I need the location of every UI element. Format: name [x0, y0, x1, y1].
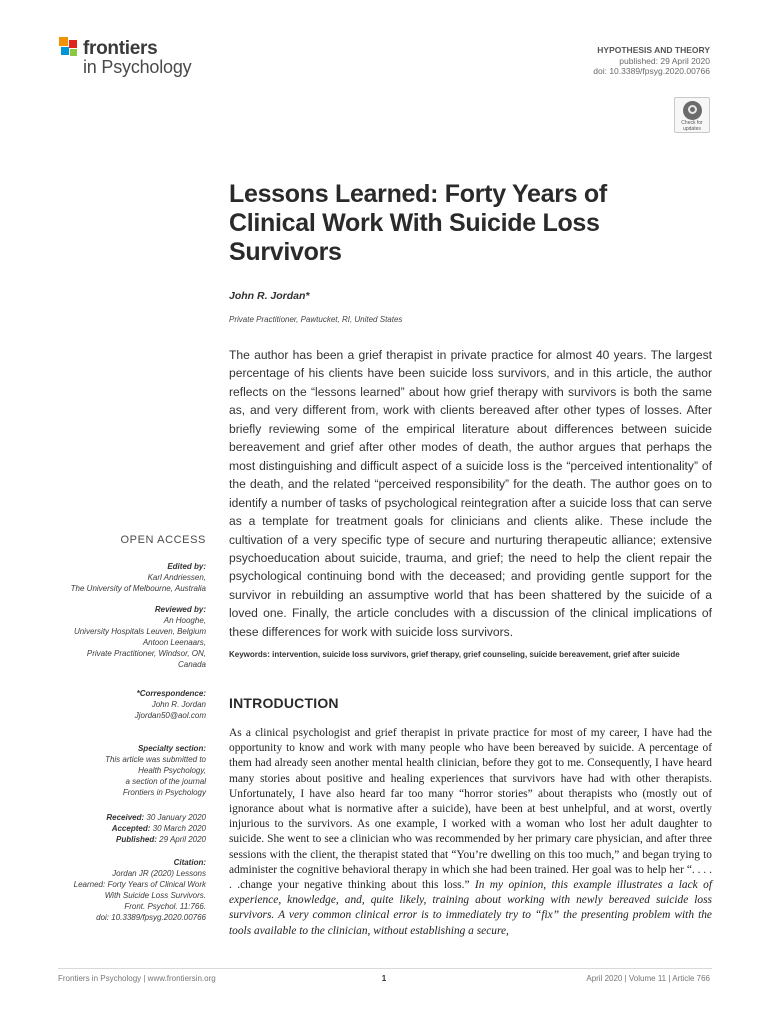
intro-italic-text: In my opinion, this example illustrates a lack of experience, knowledge, and, quite likely, training about working with newly bereaved suicide loss survivors. A very common clinical error is to immediately try to “fix” the presenting problem with the tools available to the clinician, without establishing a secure,	[229, 879, 712, 937]
open-access-label: OPEN ACCESS	[120, 534, 206, 546]
check-for-updates-button[interactable]	[674, 97, 710, 133]
citation-line4: Front. Psychol. 11:766.	[124, 901, 206, 911]
editor-affiliation: The University of Melbourne, Australia	[70, 583, 206, 593]
reviewed-by-block	[40, 605, 206, 670]
author-affiliation: Private Practitioner, Pawtucket, RI, United States	[229, 315, 403, 324]
doi-link[interactable]: doi: 10.3389/fpsyg.2020.00766	[593, 66, 710, 76]
published-label: Published:	[116, 834, 157, 844]
check-label-line1: Check for	[681, 120, 703, 126]
page-number: 1	[381, 974, 387, 983]
keywords-label: Keywords:	[229, 650, 270, 659]
citation-block	[40, 858, 206, 923]
published-date: published: 29 April 2020	[619, 55, 710, 66]
specialty-label: Specialty section:	[137, 744, 206, 753]
correspondence-block	[40, 689, 206, 722]
journal-logo[interactable]	[58, 36, 208, 80]
specialty-line1: This article was submitted to	[105, 754, 206, 764]
accepted-label: Accepted:	[111, 823, 151, 833]
introduction-paragraph	[229, 726, 712, 939]
intro-text: As a clinical psychologist and grief therapist in private practice for most of my career, I have had the opportunity to know and work with many people who have been bereaved by suicide. A percentage of them had already seen another mental health clinician, before they got to me. Consequently, I have heard many stories about positive and healing experiences that survivors have had with other therapists. Unfortunately, I have also heard far too many “horror stories” about therapists who (mostly out of ignorance about what is normative after a suicide), have been at best unhelpful, and at worst, overtly injurious to the survivors. As one example, I worked with a woman who lost her adult daughter to suicide. She went to see a clinician who was recommended by her primary care physician, and after three sessions with the client, the therapist stated that “You’re dwelling on this too much,” and began trying to administer the cognitive behavioral therapy in which she had been trained. Her goal was to help her “. . . . . .change your negative thinking about this loss.”	[229, 727, 712, 892]
citation-line1: Jordan JR (2020) Lessons	[112, 868, 206, 878]
article-meta	[593, 45, 710, 77]
abstract: The author has been a grief therapist in private practice for almost 40 years. The largest percentage of his clients have been suicide loss survivors, and in this article, the author reflects on the “lessons learned” about how grief therapy with survivors is both the same as, and very different from, work with clients bereaved after other types of losses. After briefly reviewing some of the empirical literature about differences between suicide bereavement and grief after other modes of death, the author argues that perhaps the most distinguishing and difficult aspect of a suicide loss is the “perceived intentionality” of the death, and the related “perceived responsibility” for the death. The author goes on to identify a number of tasks of psychological reintegration after a suicide loss that can serve as a template for treatment goals for clinicians and clients alike. These include the cultivation of a very specific type of secure and nurturing therapeutic alliance; extensive psychoeducation about suicide, trauma, and grief; the need to help the client repair the psychological continuing bond with the deceased; and providing gentle support for the survivor in rebuilding an assumptive world that has been shattered by the suicide of a loved one. Finally, the article concludes with a discussion of the clinical implications of these differences for work with suicide loss survivors.	[229, 348, 712, 639]
reviewer1-affiliation: University Hospitals Leuven, Belgium	[73, 626, 206, 636]
reviewed-by-label: Reviewed by:	[154, 605, 206, 614]
edited-by-label: Edited by:	[167, 562, 206, 571]
section-heading: INTRODUCTION	[229, 695, 339, 711]
article-title: Lessons Learned: Forty Years of Clinical Work With Suicide Loss Survivors	[229, 180, 607, 266]
correspondence-name: John R. Jordan	[151, 699, 206, 709]
correspondence-email[interactable]: Jjordan50@aol.com	[134, 710, 206, 720]
article-type: HYPOTHESIS AND THEORY	[597, 45, 710, 55]
accepted-date: 30 March 2020	[152, 823, 206, 833]
journal-name-line1: frontiers	[83, 38, 158, 59]
footer-issue-info: April 2020 | Volume 11 | Article 766	[586, 974, 710, 983]
check-label-line2: updates	[683, 125, 701, 132]
published-sidebar-date: 29 April 2020	[159, 834, 206, 844]
citation-label: Citation:	[173, 858, 206, 867]
edited-by-block	[40, 562, 206, 595]
frontiers-logo-icon	[58, 36, 82, 62]
citation-line3: With Suicide Loss Survivors.	[104, 890, 206, 900]
specialty-block	[40, 744, 206, 799]
received-date: 30 January 2020	[146, 813, 206, 822]
received-label: Received:	[106, 813, 145, 822]
citation-line2: Learned: Forty Years of Clinical Work	[73, 879, 206, 889]
reviewer2-affiliation: Private Practitioner, Windsor, ON,	[86, 648, 206, 658]
specialty-line2: Health Psychology,	[138, 765, 206, 775]
author-name[interactable]: John R. Jordan*	[229, 290, 310, 302]
footer-divider	[58, 968, 712, 969]
dates-block	[40, 813, 206, 846]
correspondence-label: *Correspondence:	[136, 689, 206, 698]
reviewer2-affiliation-cont: Canada	[177, 659, 206, 669]
specialty-line4: Frontiers in Psychology	[122, 787, 206, 797]
reviewer1-name[interactable]: An Hooghe,	[163, 615, 206, 625]
editor-name[interactable]: Karl Andriessen,	[147, 572, 206, 582]
check-updates-icon	[683, 101, 702, 120]
reviewer2-name[interactable]: Antoon Leenaars,	[142, 637, 206, 647]
footer-journal-link[interactable]: Frontiers in Psychology | www.frontiersin.org	[58, 974, 216, 983]
keywords-list: intervention, suicide loss survivors, grief therapy, grief counseling, suicide bereavement, grief after suicide	[272, 650, 680, 659]
citation-doi[interactable]: doi: 10.3389/fpsyg.2020.00766	[96, 912, 206, 922]
journal-name-line2: in Psychology	[83, 57, 192, 77]
keywords	[229, 650, 712, 661]
specialty-line3: a section of the journal	[125, 776, 206, 786]
